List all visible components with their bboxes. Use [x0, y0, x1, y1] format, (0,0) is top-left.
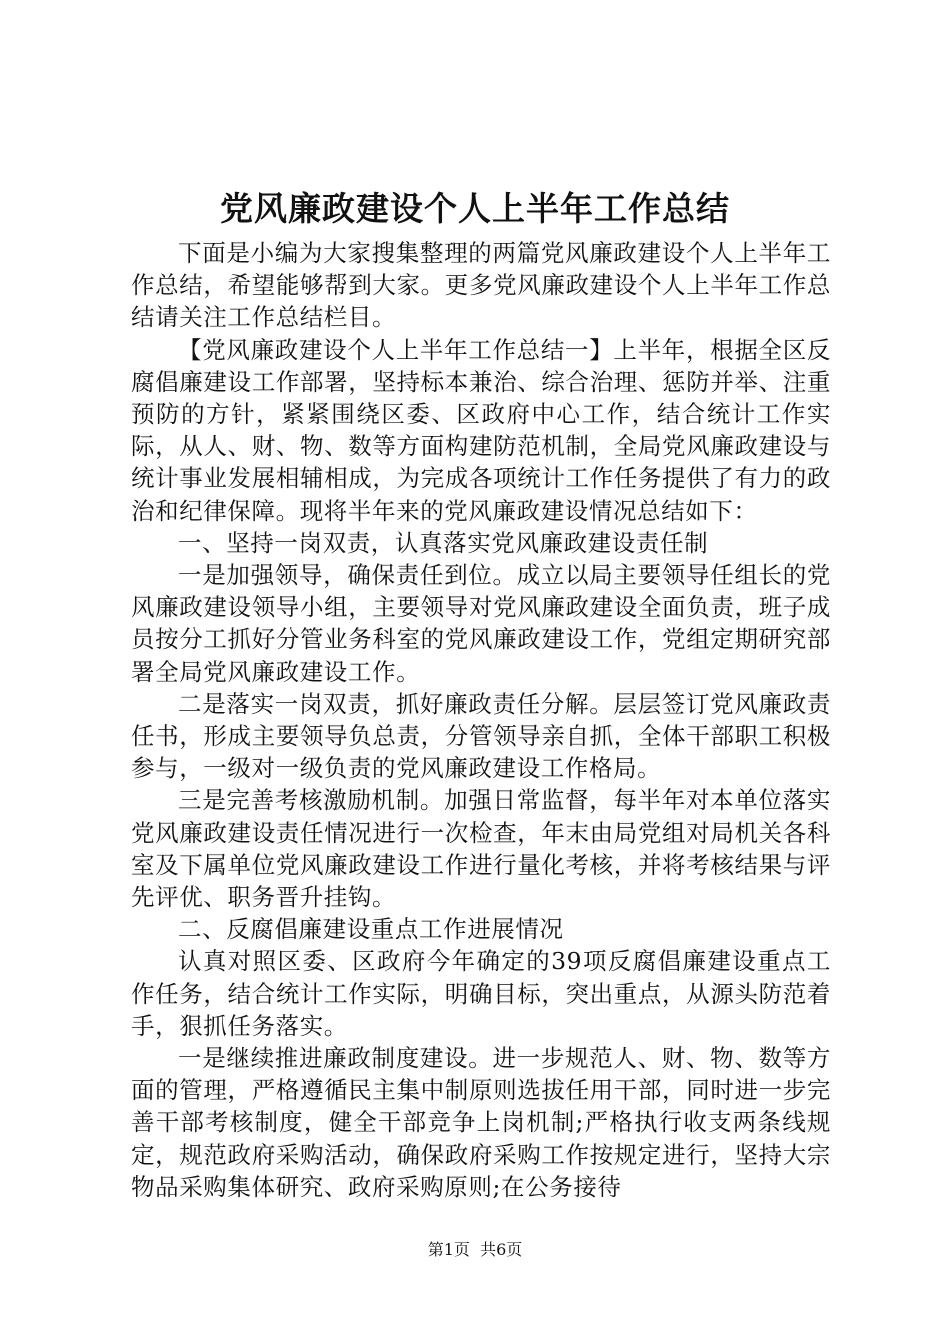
paragraph-intro: 下面是小编为大家搜集整理的两篇党风廉政建设个人上半年工作总结，希望能够帮到大家。更多党风廉政建设个人上半年工作总结请关注工作总结栏目。 — [131, 239, 831, 332]
section-heading-one: 一、坚持一岗双责，认真落实党风廉政建设责任制 — [178, 528, 709, 557]
paragraph-item: 一是继续推进廉政制度建设。进一步规范人、财、物、数等方面的管理，严格遵循民主集中制原则选拔任用干部，同时进一步完善干部考核制度，健全干部竞争上岗机制;严格执行收支两条线规定，规范政府采购活动，确保政府采购工作按规定进行，坚持大宗物品采购集体研究、政府采购原则;在公务接待 — [131, 1044, 831, 1201]
document-title: 党风廉政建设个人上半年工作总结 — [220, 189, 730, 228]
paragraph-item: 认真对照区委、区政府今年确定的39项反腐倡廉建设重点工作任务，结合统计工作实际，明确目标，突出重点，从源头防范着手，狠抓任务落实。 — [131, 947, 831, 1040]
document-body — [131, 237, 831, 1203]
paragraph-item: 一是加强领导，确保责任到位。成立以局主要领导任组长的党风廉政建设领导小组，主要领导对党风廉政建设全面负责，班子成员按分工抓好分管业务科室的党风廉政建设工作，党组定期研究部署全局党风廉政建设工作。 — [131, 561, 831, 686]
paragraph-item: 二是落实一岗双责，抓好廉政责任分解。层层签订党风廉政责任书，形成主要领导负总责，分管领导亲自抓，全体干部职工积极参与，一级对一级负责的党风廉政建设工作格局。 — [131, 689, 831, 783]
paragraph-item: 三是完善考核激励机制。加强日常监督，每半年对本单位落实党风廉政建设责任情况进行一次检查，年末由局党组对局机关各科室及下属单位党风廉政建设工作进行量化考核，并将考核结果与评先评优、职务晋升挂钩。 — [131, 786, 831, 912]
page-footer — [0, 1239, 950, 1261]
paragraph-summary-one: 【党风廉政建设个人上半年工作总结一】上半年，根据全区反腐倡廉建设工作部署，坚持标本兼治、综合治理、惩防并举、注重预防的方针，紧紧围绕区委、区政府中心工作，结合统计工作实际，从人、财、物、数等方面构建防范机制，全局党风廉政建设与统计事业发展相辅相成，为完成各项统计工作任务提供了有力的政治和纪律保障。现将半年来的党风廉政建设情况总结如下： — [131, 335, 831, 525]
page-number: 第1页 — [427, 1240, 470, 1259]
page-total: 共6页 — [480, 1240, 523, 1259]
section-heading-two: 二、反腐倡廉建设重点工作进展情况 — [178, 915, 564, 944]
